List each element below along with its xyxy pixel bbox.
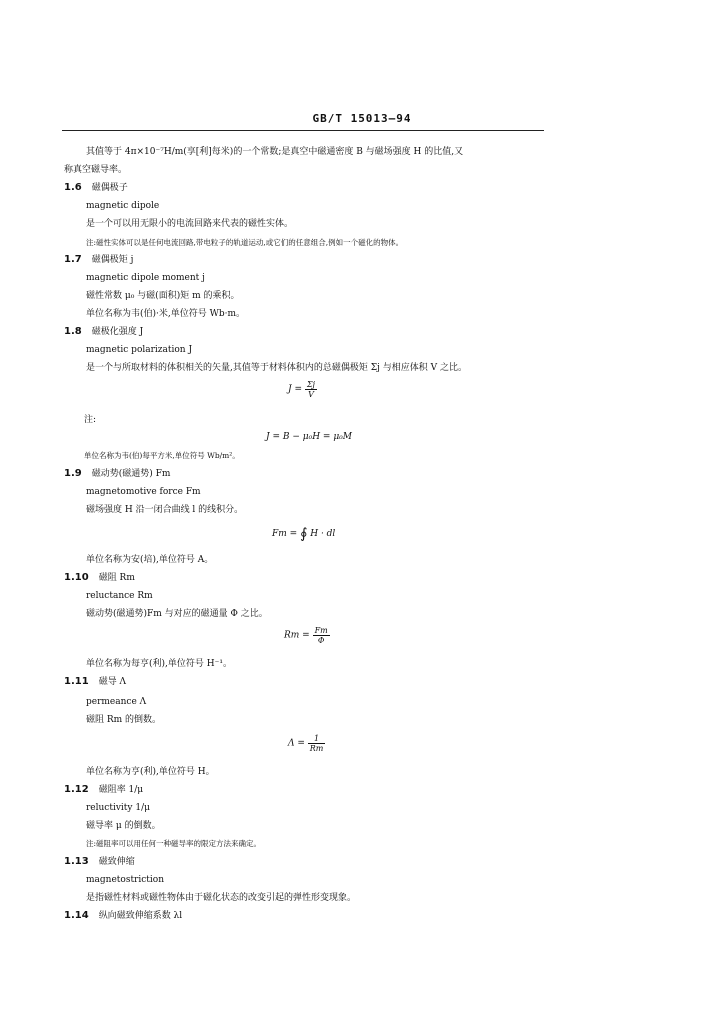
section-1-14-heading: [64, 910, 182, 922]
section-1-13-definition: 是指磁性材料或磁性物体由于磁化状态的改变引起的弹性形变现象。: [86, 893, 357, 903]
intro-line-1: 其值等于 4π×10⁻⁷H/m(享[利]每米)的一个常数;是真空中磁通密度 B 与磁场强度 H 的比值,又: [86, 147, 464, 157]
fraction: [313, 626, 330, 645]
section-1-8-note-label: 注:: [84, 415, 97, 425]
section-number: 1.6: [64, 182, 82, 193]
section-1-7-english: magnetic dipole moment j: [86, 273, 205, 283]
formula-lhs: Fm =: [272, 529, 298, 539]
section-1-6-english: magnetic dipole: [86, 201, 160, 211]
section-1-10-unit: 单位名称为每亨(利),单位符号 H⁻¹。: [86, 659, 232, 669]
section-1-6-note: 注:磁性实体可以是任何电流回路,带电粒子的轨道运动,或它们的任意组合,例如一个磁化的物体。: [86, 238, 404, 247]
denominator: Φ: [317, 636, 325, 645]
formula-magnetomotive-force: [272, 526, 335, 542]
section-number: 1.9: [64, 468, 82, 479]
formula-lhs: Rm =: [284, 630, 310, 641]
formula-rhs: H · dl: [310, 529, 336, 539]
formula-lhs: Λ =: [288, 738, 305, 749]
intro-line-2: 称真空磁导率。: [64, 165, 128, 175]
section-1-9-heading: [64, 468, 170, 480]
section-1-8-heading: [64, 326, 143, 338]
section-1-11-english: permeance Λ: [86, 697, 147, 707]
section-1-11-definition: 磁阻 Rm 的倒数。: [86, 715, 162, 725]
section-number: 1.10: [64, 572, 89, 583]
section-title: 磁致伸缩: [98, 857, 135, 867]
section-1-8-unit: 单位名称为韦(伯)每平方米,单位符号 Wb/m²。: [84, 451, 240, 460]
section-1-7-unit: 单位名称为韦(伯)·米,单位符号 Wb·m。: [86, 309, 246, 319]
section-1-10-definition: 磁动势(磁通势)Fm 与对应的磁通量 Φ 之比。: [86, 609, 268, 619]
section-1-6-definition: 是一个可以用无限小的电流回路来代表的磁性实体。: [86, 219, 294, 229]
section-1-13-english: magnetostriction: [86, 875, 164, 885]
section-1-12-definition: 磁导率 μ 的倒数。: [86, 821, 161, 831]
section-1-13-heading: [64, 856, 135, 868]
formula-polarization: [288, 380, 317, 399]
section-number: 1.14: [64, 910, 89, 921]
formula-reluctance: [284, 626, 330, 645]
section-title: 磁阻 Rm: [98, 573, 135, 583]
section-1-11-heading: [64, 676, 126, 688]
section-1-11-unit: 单位名称为亨(利),单位符号 H。: [86, 767, 215, 777]
section-1-8-definition: 是一个与所取材料的体积相关的矢量,其值等于材料体积内的总磁偶极矩 Σj 与相应体积 V 之比。: [86, 363, 467, 373]
section-title: 磁阻率 1/μ: [98, 785, 144, 795]
fraction: [305, 380, 317, 399]
section-1-12-note: 注:磁阻率可以用任何一种磁导率的限定方法来确定。: [86, 839, 262, 848]
section-number: 1.7: [64, 254, 82, 265]
section-1-12-english: reluctivity 1/μ: [86, 803, 150, 813]
section-1-10-english: reluctance Rm: [86, 591, 153, 601]
section-1-9-english: magnetomotive force Fm: [86, 487, 201, 497]
section-1-8-english: magnetic polarization J: [86, 345, 193, 355]
section-1-6-heading: [64, 182, 128, 194]
section-1-7-heading: [64, 254, 133, 266]
section-title: 磁导 Λ: [98, 677, 127, 687]
numerator: 1: [308, 734, 326, 744]
fraction: [308, 734, 326, 753]
section-1-9-definition: 磁场强度 H 沿一闭合曲线 l 的线积分。: [86, 505, 244, 515]
denominator: Rm: [309, 744, 324, 753]
standard-code-header: GB/T 15013—94: [312, 112, 412, 125]
numerator: Fm: [314, 626, 328, 635]
section-1-7-definition: 磁性常数 μ₀ 与磁(面积)矩 m 的乘积。: [86, 291, 240, 301]
section-title: 磁偶极子: [91, 183, 128, 193]
section-number: 1.12: [64, 784, 89, 795]
header-rule: [62, 130, 544, 131]
formula-permeance: [288, 734, 325, 753]
section-title: 磁极化强度 J: [91, 327, 144, 337]
section-number: 1.13: [64, 856, 89, 867]
section-title: 纵向磁致伸缩系数 λl: [98, 911, 183, 921]
section-number: 1.11: [64, 676, 89, 687]
formula-polarization-relation: J = B − μ₀H = μ₀M: [266, 432, 352, 442]
section-title: 磁动势(磁通势) Fm: [91, 469, 171, 479]
denominator: V: [308, 390, 314, 399]
section-number: 1.8: [64, 326, 82, 337]
section-1-10-heading: [64, 572, 135, 584]
section-1-9-unit: 单位名称为安(培),单位符号 A。: [86, 555, 214, 565]
formula-lhs: J =: [288, 384, 303, 395]
section-1-12-heading: [64, 784, 143, 796]
contour-integral-symbol: ∮: [300, 526, 308, 542]
numerator: Σj: [306, 380, 316, 389]
section-title: 磁偶极矩 j: [91, 255, 134, 265]
